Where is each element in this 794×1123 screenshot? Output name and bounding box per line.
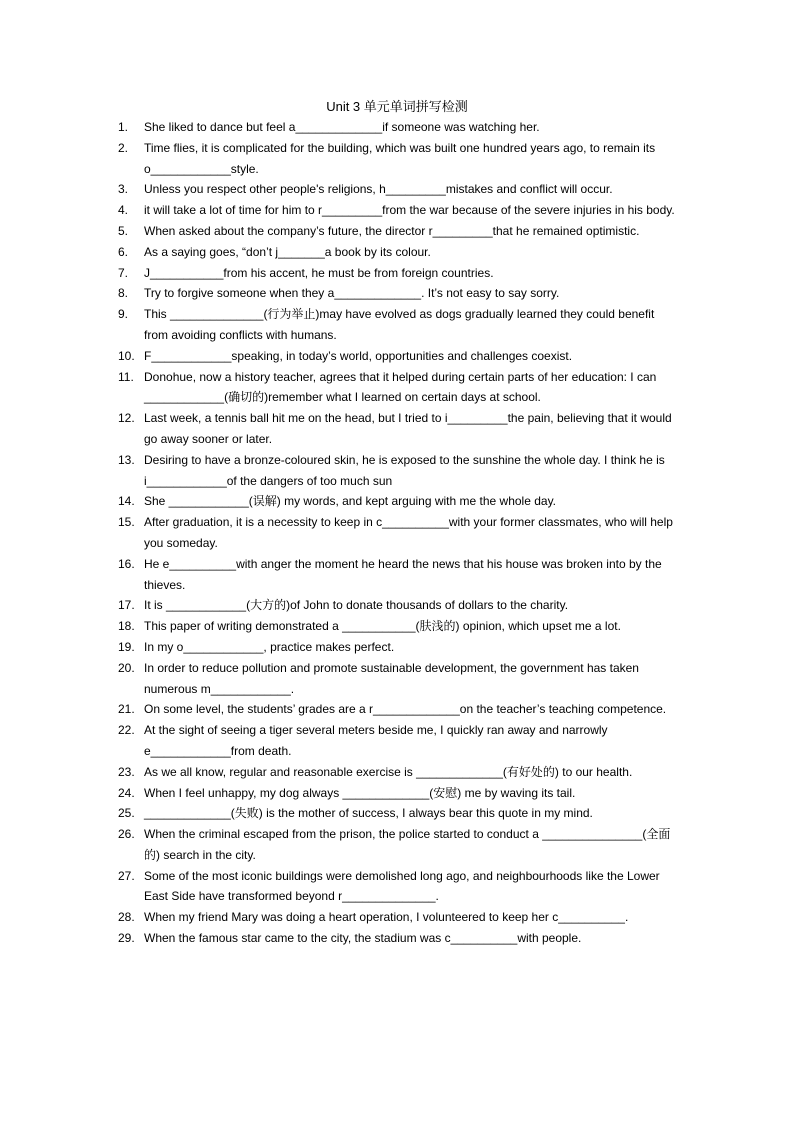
question-number: 20. bbox=[118, 660, 135, 675]
question-text: When the famous star came to the city, the stadium was c__________with people. bbox=[144, 931, 582, 946]
question-number: 7. bbox=[118, 265, 129, 280]
question-number: 8. bbox=[118, 286, 129, 301]
question-text: In my o____________, practice makes perfect. bbox=[144, 639, 395, 654]
question-text: Time flies, it is complicated for the building, which was built one hundred years ago, to remain its o____________style. bbox=[144, 140, 659, 176]
question-number: 22. bbox=[118, 723, 135, 738]
question-item bbox=[118, 221, 678, 242]
question-item bbox=[118, 450, 678, 492]
question-text: As we all know, regular and reasonable exercise is _____________(有好处的) to our health. bbox=[144, 764, 633, 779]
question-text: At the sight of seeing a tiger several meters beside me, I quickly ran away and narrowly e____________from death. bbox=[144, 723, 611, 758]
question-text: Try to forgive someone when they a_____________. It’s not easy to say sorry. bbox=[144, 286, 560, 301]
question-item bbox=[118, 138, 678, 180]
question-number: 29. bbox=[118, 931, 135, 946]
question-text: It is ____________(大方的)of John to donate thousands of dollars to the charity. bbox=[144, 598, 569, 613]
question-item bbox=[118, 595, 678, 616]
question-text: After graduation, it is a necessity to keep in c__________with your former classmates, who will help you someday. bbox=[144, 515, 677, 550]
question-text: When my friend Mary was doing a heart operation, I volunteered to keep her c__________. bbox=[144, 910, 629, 925]
question-item bbox=[118, 512, 678, 554]
page-title: Unit 3 单元单词拼写检测 bbox=[326, 99, 468, 114]
question-number: 27. bbox=[118, 868, 135, 883]
question-item bbox=[118, 720, 678, 762]
question-text: When I feel unhappy, my dog always _____________(安慰) me by waving its tail. bbox=[144, 785, 576, 800]
question-number: 11. bbox=[118, 369, 134, 384]
question-number: 25. bbox=[118, 806, 135, 821]
question-list bbox=[118, 117, 678, 949]
question-number: 18. bbox=[118, 619, 135, 634]
question-text: In order to reduce pollution and promote sustainable development, the government has taken numerous m____________. bbox=[144, 660, 643, 696]
question-number: 15. bbox=[118, 515, 135, 530]
question-number: 1. bbox=[118, 120, 129, 134]
question-text: This paper of writing demonstrated a ___________(肤浅的) opinion, which upset me a lot. bbox=[144, 619, 621, 634]
question-number: 16. bbox=[118, 556, 135, 571]
question-item bbox=[118, 762, 678, 783]
question-text: As a saying goes, “don’t j_______a book by its colour. bbox=[144, 244, 431, 259]
question-item bbox=[118, 928, 678, 949]
question-text: When the criminal escaped from the prison, the police started to conduct a _______________(全面的) search in the city. bbox=[144, 827, 671, 862]
question-number: 23. bbox=[118, 764, 135, 779]
question-number: 13. bbox=[118, 452, 135, 467]
question-item bbox=[118, 824, 678, 866]
question-text: On some level, the students’ grades are a r_____________on the teacher’s teaching competence. bbox=[144, 702, 667, 717]
question-item bbox=[118, 637, 678, 658]
question-number: 26. bbox=[118, 827, 135, 842]
question-number: 28. bbox=[118, 910, 135, 925]
question-number: 12. bbox=[118, 411, 135, 426]
question-text: Some of the most iconic buildings were demolished long ago, and neighbourhoods like the Lower East Side have transformed beyond r______________. bbox=[144, 868, 663, 904]
question-item bbox=[118, 408, 678, 450]
question-item bbox=[118, 866, 678, 908]
question-number: 14. bbox=[118, 494, 135, 509]
question-number: 17. bbox=[118, 598, 135, 613]
question-item bbox=[118, 117, 678, 138]
question-item bbox=[118, 283, 678, 304]
question-number: 3. bbox=[118, 182, 129, 197]
question-item bbox=[118, 554, 678, 596]
question-item bbox=[118, 907, 678, 928]
question-text: She ____________(误解) my words, and kept arguing with me the whole day. bbox=[144, 494, 557, 509]
question-item bbox=[118, 346, 678, 367]
question-text: This ______________(行为举止)may have evolved as dogs gradually learned they could benefit from avoiding conflicts with humans. bbox=[144, 307, 658, 342]
question-item bbox=[118, 803, 678, 824]
question-number: 5. bbox=[118, 223, 129, 238]
question-text: F____________speaking, in today’s world, opportunities and challenges coexist. bbox=[144, 348, 573, 363]
question-item bbox=[118, 263, 678, 284]
question-item bbox=[118, 367, 678, 409]
question-item bbox=[118, 304, 678, 346]
question-number: 2. bbox=[118, 140, 129, 155]
question-text: Desiring to have a bronze-coloured skin, he is exposed to the sunshine the whole day. I think he is i____________of the dangers of too much sun bbox=[144, 452, 669, 488]
question-text: When asked about the company’s future, the director r_________that he remained optimistic. bbox=[144, 223, 640, 238]
question-item bbox=[118, 179, 678, 200]
question-number: 6. bbox=[118, 244, 129, 259]
question-text: J___________from his accent, he must be from foreign countries. bbox=[144, 265, 494, 280]
question-text: it will take a lot of time for him to r_________from the war because of the severe injuries in his body. bbox=[144, 203, 675, 218]
question-number: 24. bbox=[118, 785, 135, 800]
question-text: Donohue, now a history teacher, agrees that it helped during certain parts of her education: I can ____________(确切的)remember what I learned on certain days at school. bbox=[144, 369, 660, 405]
question-item bbox=[118, 616, 678, 637]
question-number: 21. bbox=[118, 702, 135, 717]
question-item bbox=[118, 783, 678, 804]
question-text: _____________(失败) is the mother of success, I always bear this quote in my mind. bbox=[144, 806, 593, 821]
question-text: Unless you respect other people's religions, h_________mistakes and conflict will occur. bbox=[144, 182, 613, 197]
question-number: 10. bbox=[118, 348, 135, 363]
question-item bbox=[118, 699, 678, 720]
question-item bbox=[118, 200, 678, 221]
question-number: 19. bbox=[118, 639, 135, 654]
question-number: 4. bbox=[118, 203, 129, 218]
question-text: He e__________with anger the moment he heard the news that his house was broken into by the thieves. bbox=[144, 556, 666, 592]
question-text: She liked to dance but feel a_____________if someone was watching her. bbox=[144, 120, 540, 134]
question-item bbox=[118, 658, 678, 700]
question-text: Last week, a tennis ball hit me on the head, but I tried to i_________the pain, believing that it would go away sooner or later. bbox=[144, 411, 676, 446]
question-item bbox=[118, 491, 678, 512]
question-number: 9. bbox=[118, 307, 129, 322]
question-item bbox=[118, 242, 678, 263]
